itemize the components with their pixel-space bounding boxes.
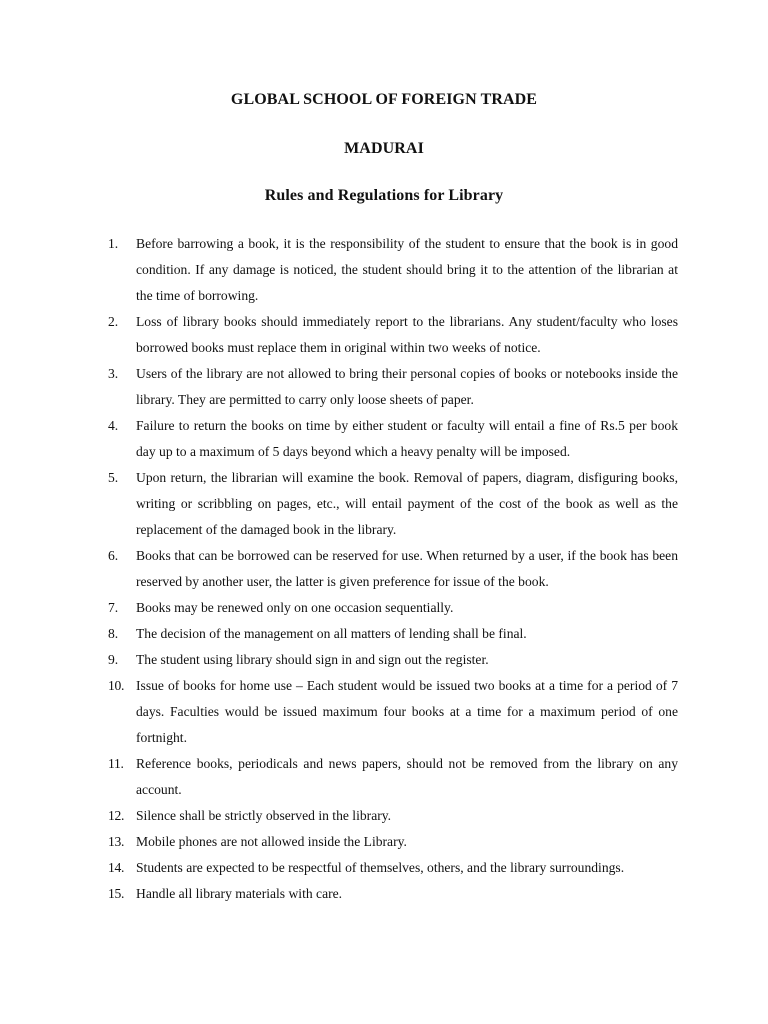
rule-item bbox=[108, 361, 678, 413]
rule-number: 12. bbox=[108, 808, 125, 823]
rule-item bbox=[108, 803, 678, 829]
rule-number: 3. bbox=[108, 366, 119, 381]
rules-list bbox=[108, 231, 678, 907]
rule-item bbox=[108, 673, 678, 751]
rule-text: Mobile phones are not allowed inside the Library. bbox=[136, 834, 407, 849]
school-name-heading: GLOBAL SCHOOL OF FOREIGN TRADE bbox=[230, 91, 538, 108]
rule-item bbox=[108, 465, 678, 543]
rule-text: Books may be renewed only on one occasion sequentially. bbox=[136, 600, 454, 615]
rule-number: 10. bbox=[108, 678, 125, 693]
rule-item bbox=[108, 829, 678, 855]
rule-text: Upon return, the librarian will examine the book. Removal of papers, diagram, disfiguring books, writing or scribbling on pages, etc., will entail payment of the cost of the book as well as the replacement of the damaged book in the library. bbox=[136, 470, 678, 537]
rule-item bbox=[108, 881, 678, 907]
rule-number: 1. bbox=[108, 236, 119, 251]
rule-number: 6. bbox=[108, 548, 119, 563]
rule-text: Books that can be borrowed can be reserved for use. When returned by a user, if the book has been reserved by another user, the latter is given preference for issue of the book. bbox=[136, 548, 678, 589]
rule-text: Issue of books for home use – Each student would be issued two books at a time for a period of 7 days. Faculties would be issued maximum four books at a time for a maximum period of one fortnight. bbox=[136, 678, 678, 745]
rule-number: 2. bbox=[108, 314, 119, 329]
location-heading: MADURAI bbox=[344, 140, 424, 157]
rule-text: Handle all library materials with care. bbox=[136, 886, 343, 901]
rule-item bbox=[108, 543, 678, 595]
rule-text: The student using library should sign in and sign out the register. bbox=[136, 652, 489, 667]
rule-item bbox=[108, 595, 678, 621]
rule-item bbox=[108, 621, 678, 647]
rule-text: Failure to return the books on time by either student or faculty will entail a fine of Rs.5 per book day up to a maximum of 5 days beyond which a heavy penalty will be imposed. bbox=[136, 418, 678, 459]
rule-text: Loss of library books should immediately report to the librarians. Any student/faculty who loses borrowed books must replace them in original within two weeks of notice. bbox=[136, 314, 678, 355]
rule-text: Students are expected to be respectful of themselves, others, and the library surroundings. bbox=[136, 860, 625, 875]
rule-item bbox=[108, 855, 678, 881]
rule-item bbox=[108, 751, 678, 803]
rule-number: 11. bbox=[108, 756, 124, 771]
rule-item bbox=[108, 309, 678, 361]
rule-number: 8. bbox=[108, 626, 119, 641]
rule-number: 9. bbox=[108, 652, 119, 667]
rule-number: 14. bbox=[108, 860, 125, 875]
rule-item bbox=[108, 647, 678, 673]
rules-title-heading: Rules and Regulations for Library bbox=[264, 187, 504, 204]
rule-item bbox=[108, 413, 678, 465]
rule-item bbox=[108, 231, 678, 309]
rule-number: 7. bbox=[108, 600, 119, 615]
rule-number: 5. bbox=[108, 470, 119, 485]
rule-number: 13. bbox=[108, 834, 125, 849]
rule-number: 4. bbox=[108, 418, 119, 433]
rule-number: 15. bbox=[108, 886, 125, 901]
rule-text: Users of the library are not allowed to bring their personal copies of books or notebooks inside the library. They are permitted to carry only loose sheets of paper. bbox=[136, 366, 678, 407]
rule-text: Reference books, periodicals and news papers, should not be removed from the library on any account. bbox=[136, 756, 678, 797]
rule-text: The decision of the management on all matters of lending shall be final. bbox=[136, 626, 527, 641]
rule-text: Before barrowing a book, it is the responsibility of the student to ensure that the book is in good condition. If any damage is noticed, the student should bring it to the attention of the librarian at the time of borrowing. bbox=[136, 236, 678, 303]
rule-text: Silence shall be strictly observed in the library. bbox=[136, 808, 392, 823]
